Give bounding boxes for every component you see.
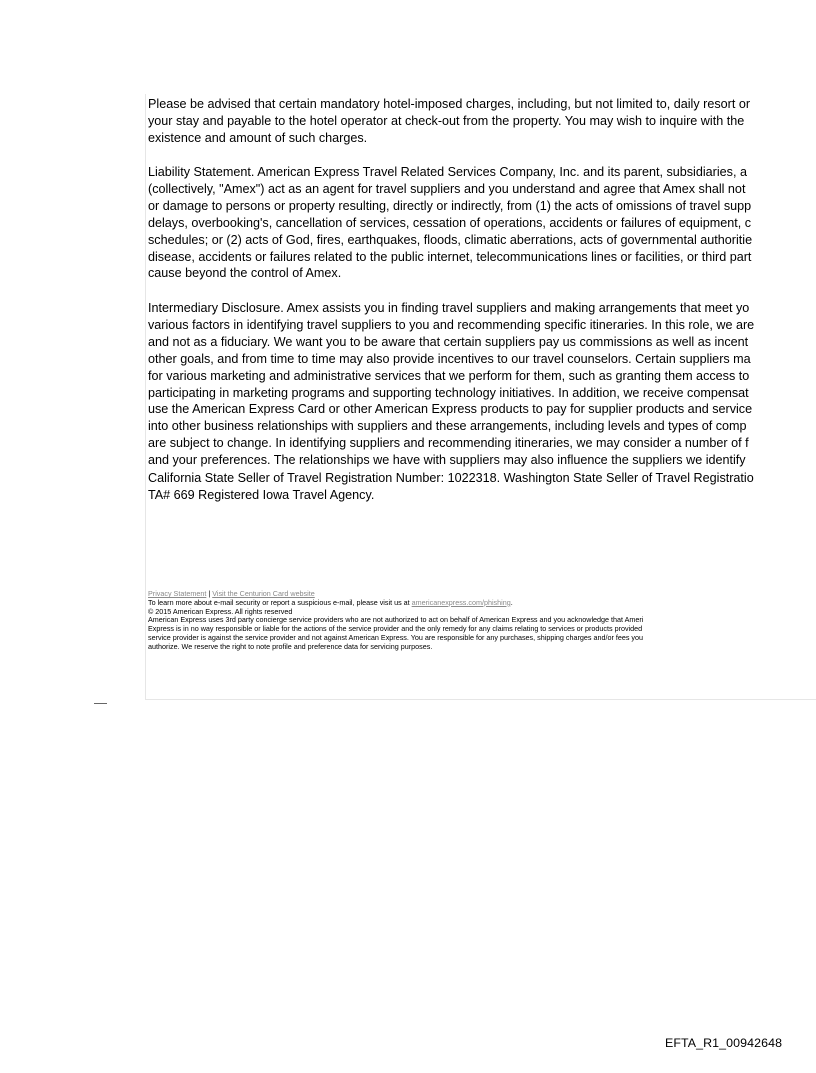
text-line: for various marketing and administrative services that we perform for them, such as granting them access to	[148, 368, 750, 383]
hotel-charges-paragraph	[148, 96, 750, 147]
security-text: To learn more about e-mail security or report a suspicious e-mail, please visit us at	[148, 597, 412, 607]
separator-dash	[94, 703, 107, 704]
privacy-statement-link[interactable]: Privacy Statement	[148, 589, 207, 598]
text-line: are subject to change. In identifying suppliers and recommending itineraries, we may consider a number of f	[148, 436, 749, 451]
email-body	[145, 94, 816, 700]
text-line: Liability Statement. American Express Travel Related Services Company, Inc. and its parent, subsidiaries, a	[148, 165, 747, 179]
text-line: use the American Express Card or other American Express products to pay for supplier products and service	[148, 402, 753, 417]
disclaimer-line: service provider is against the service provider and not against American Express. You are responsible for any purchases, shipping charges and/or fees you	[148, 632, 644, 642]
text-line: California State Seller of Travel Registration Number: 1022318. Washington State Seller of Travel Registratio	[148, 471, 754, 485]
security-period: .	[510, 597, 513, 607]
copyright: © 2015 American Express. All rights reserved	[148, 606, 293, 616]
intermediary-paragraph	[148, 300, 754, 469]
text-line: (collectively, "Amex") act as an agent for travel suppliers and you understand and agree that Amex shall not	[148, 181, 746, 196]
text-line: other goals, and from time to time may also provide incentives to our travel counselors. Certain suppliers ma	[148, 351, 751, 366]
phishing-link[interactable]: americanexpress.com/phishing	[411, 597, 511, 607]
text-line: TA# 669 Registered Iowa Travel Agency.	[148, 487, 375, 502]
email-footer	[148, 590, 643, 652]
text-line: cause beyond the control of Amex.	[148, 266, 342, 281]
text-line: schedules; or (2) acts of God, fires, earthquakes, floods, climatic aberrations, acts of governmental authoritie	[148, 232, 753, 247]
text-line: existence and amount of such charges.	[148, 130, 368, 145]
text-line: various factors in identifying travel suppliers to you and recommending specific itineraries. In this role, we are	[148, 317, 755, 332]
text-line: your stay and payable to the hotel operator at check-out from the property. You may wish to inquire with the	[148, 113, 745, 128]
text-line: delays, overbooking's, cancellation of services, cessation of operations, accidents or failures of equipment, c	[148, 215, 752, 230]
text-line: and not as a fiduciary. We want you to be aware that certain suppliers pay us commissions as well as incent	[148, 334, 749, 349]
text-line: into other business relationships with suppliers and these arrangements, including levels and types of comp	[148, 419, 747, 434]
disclaimer-line: Express is in no way responsible or liable for the actions of the service provider and the only remedy for any claims relating to services or products provided	[148, 624, 643, 634]
document-id: EFTA_R1_00942648	[665, 1036, 783, 1050]
disclaimer-line: American Express uses 3rd party concierge service providers who are not authorized to act on behalf of American Express and you acknowledge that Ameri	[148, 615, 644, 625]
disclaimer-line: authorize. We reserve the right to note profile and preference data for servicing purposes.	[148, 641, 433, 651]
centurion-card-link[interactable]: Visit the Centurion Card website	[212, 589, 315, 598]
text-line: participating in marketing programs and supporting technology initiatives. In addition, we receive compensat	[148, 385, 749, 400]
text-line: Intermediary Disclosure. Amex assists you in finding travel suppliers and making arrangements that meet yo	[148, 301, 750, 315]
text-line: and your preferences. The relationships we have with suppliers may also influence the suppliers we identify	[148, 453, 746, 468]
liability-paragraph	[148, 164, 752, 282]
text-line: Please be advised that certain mandatory hotel-imposed charges, including, but not limited to, daily resort or	[148, 97, 751, 111]
registration-paragraph	[148, 470, 754, 504]
text-line: disease, accidents or failures related to the public internet, telecommunications lines or facilities, or third part	[148, 249, 752, 264]
link-separator: |	[206, 589, 213, 598]
text-line: or damage to persons or property resulting, directly or indirectly, from (1) the acts of omissions of travel supp	[148, 198, 752, 213]
